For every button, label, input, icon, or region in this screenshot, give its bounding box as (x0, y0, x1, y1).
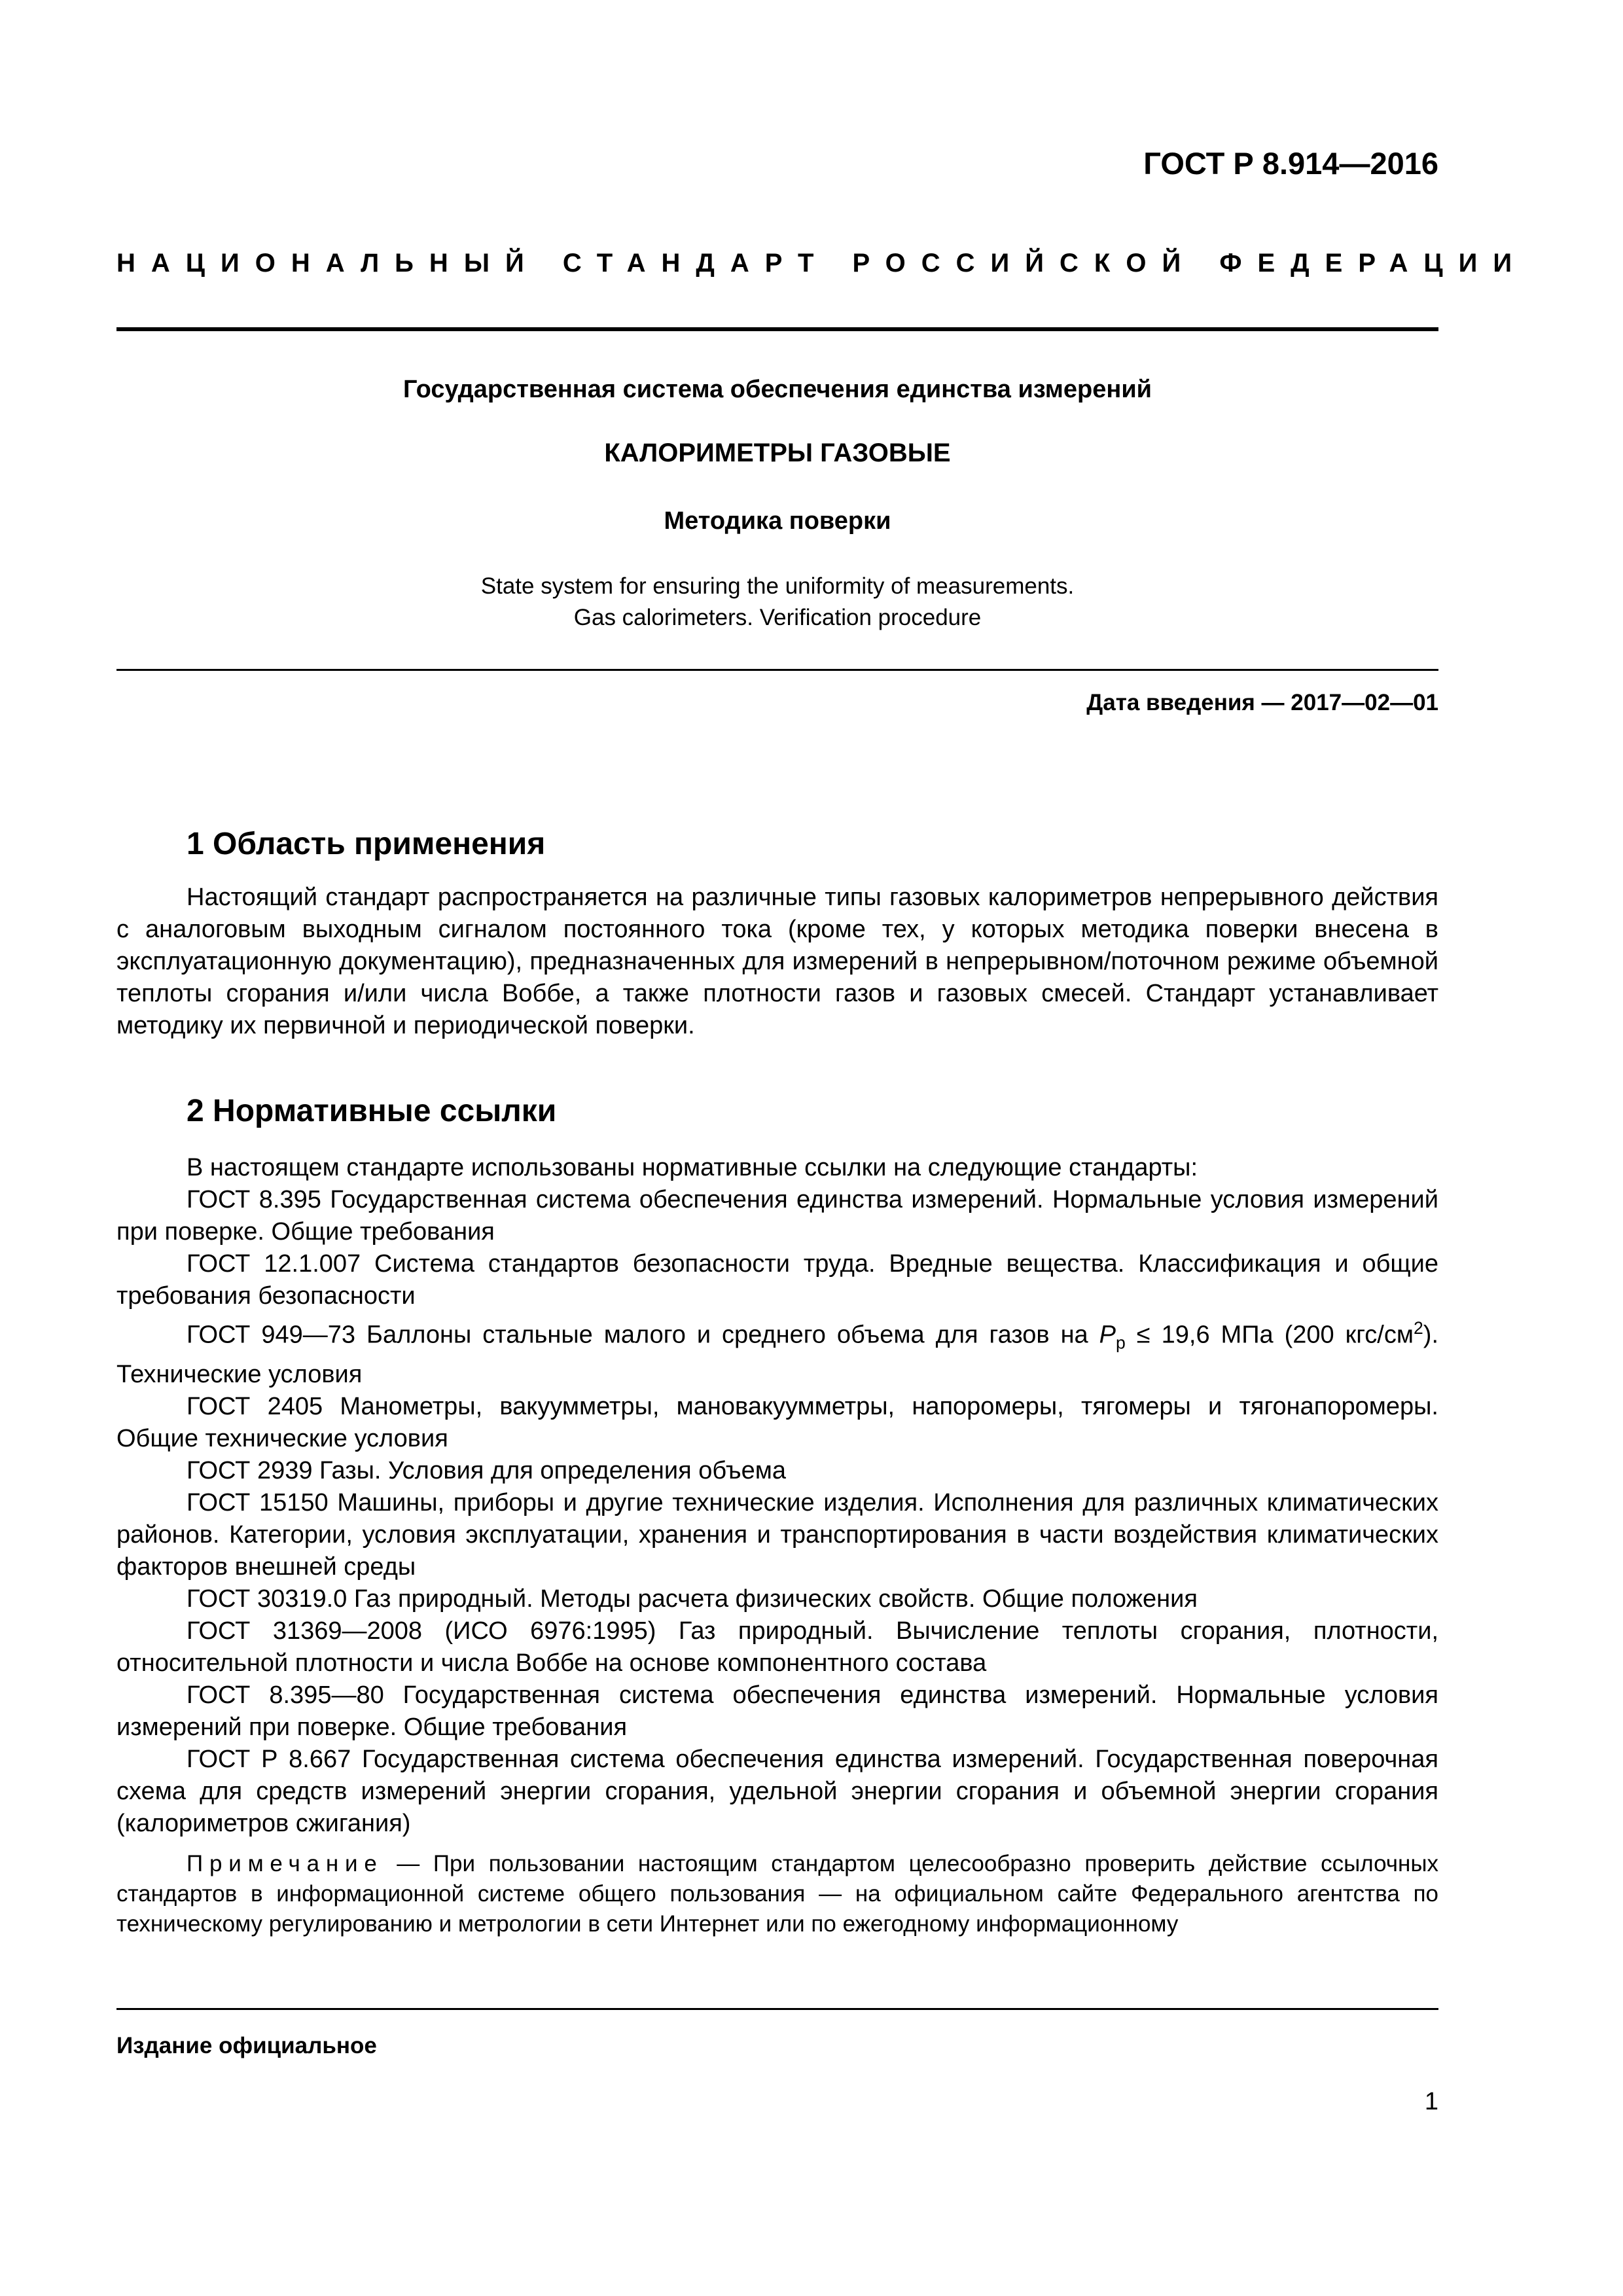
reference-item: ГОСТ 15150 Машины, приборы и другие технические изделия. Исполнения для различных климатических районов. Категории, условия эксплуатации, хранения и транспортирования в части воздействия климатических факторов внешней среды (116, 1489, 1438, 1581)
reference-item: ГОСТ 2405 Манометры, вакуумметры, мановакуумметры, напоромеры, тягомеры и тягонапоромеры. Общие технические условия (116, 1393, 1438, 1453)
reference-item: ГОСТ 30319.0 Газ природный. Методы расчета физических свойств. Общие положения (187, 1585, 1198, 1613)
footer-rule (116, 2008, 1438, 2010)
main-title: КАЛОРИМЕТРЫ ГАЗОВЫЕ (604, 439, 951, 467)
national-standard-heading: НАЦИОНАЛЬНЫЙ СТАНДАРТ РОССИЙСКОЙ ФЕДЕРАЦИИ (116, 249, 1528, 278)
section1-heading: 1 Область применения (187, 827, 546, 861)
reference-item: ГОСТ 8.395 Государственная система обеспечения единства измерений. Нормальные условия измерений при поверке. Общие требования (116, 1186, 1438, 1246)
header-rule (116, 327, 1438, 331)
note-text: — При пользовании настоящим стандартом целесообразно проверить действие ссылочных стандартов в информационной системе общего пользования — на официальном сайте Федерального агентства по техническому регулированию и метрологии в сети Интернет или по ежегодному информационному (116, 1851, 1438, 1937)
reference-item: ГОСТ 12.1.007 Система стандартов безопасности труда. Вредные вещества. Классификация и общие требования безопасности (116, 1250, 1438, 1310)
reference-item: ГОСТ 31369—2008 (ИСО 6976:1995) Газ природный. Вычисление теплоты сгорания, плотности, относительной плотности и числа Воббе на основе компонентного состава (116, 1617, 1438, 1677)
subtitle: Методика поверки (664, 507, 891, 535)
title-rule (116, 669, 1438, 671)
introduction-date: Дата введения — 2017—02—01 (1086, 690, 1438, 715)
reference-item: ГОСТ Р 8.667 Государственная система обеспечения единства измерений. Государственная поверочная схема для средств измерений энергии сгорания, удельной энергии сгорания и объемной энергии сгорания (калориметров сжигания) (116, 1746, 1438, 1838)
references-intro: В настоящем стандарте использованы нормативные ссылки на следующие стандарты: (187, 1154, 1198, 1181)
edition-label: Издание официальное (116, 2033, 377, 2058)
reference-item: ГОСТ 8.395—80 Государственная система обеспечения единства измерений. Нормальные условия измерений при поверке. Общие требования (116, 1681, 1438, 1742)
english-title-line2: Gas calorimeters. Verification procedure (573, 605, 982, 630)
references-note (116, 1849, 1438, 1939)
note-label: Примечание (187, 1851, 383, 1877)
page-number: 1 (1424, 2088, 1438, 2115)
section2-heading: 2 Нормативные ссылки (187, 1094, 557, 1128)
reference-item: ГОСТ 2939 Газы. Условия для определения объема (187, 1457, 787, 1485)
english-title (116, 571, 1438, 634)
system-title: Государственная система обеспечения единства измерений (402, 376, 1152, 403)
reference-item-gost-949: ГОСТ 949—73 Баллоны стальные малого и среднего объема для газов на $P_р \le 19,6$ МПа (200 кгс/$см^2$). Технические условия (116, 1318, 1439, 1389)
references-list (116, 1152, 1438, 1939)
english-title-line1: State system for ensuring the uniformity of measurements. (480, 573, 1075, 599)
document-number: ГОСТ Р 8.914—2016 (1143, 146, 1438, 181)
section1-paragraph: Настоящий стандарт распространяется на различные типы газовых калориметров непрерывного действия с аналоговым выходным сигналом постоянного тока (кроме тех, у которых методика поверки внесена в эксплуатационную документацию), предназначенных для измерений в непрерывном/поточном режиме объемной теплоты сгорания и/или числа Воббе, а также плотности газов и газовых смесей. Стандарт устанавливает методику их первичной и периодической поверки. (116, 884, 1438, 1039)
